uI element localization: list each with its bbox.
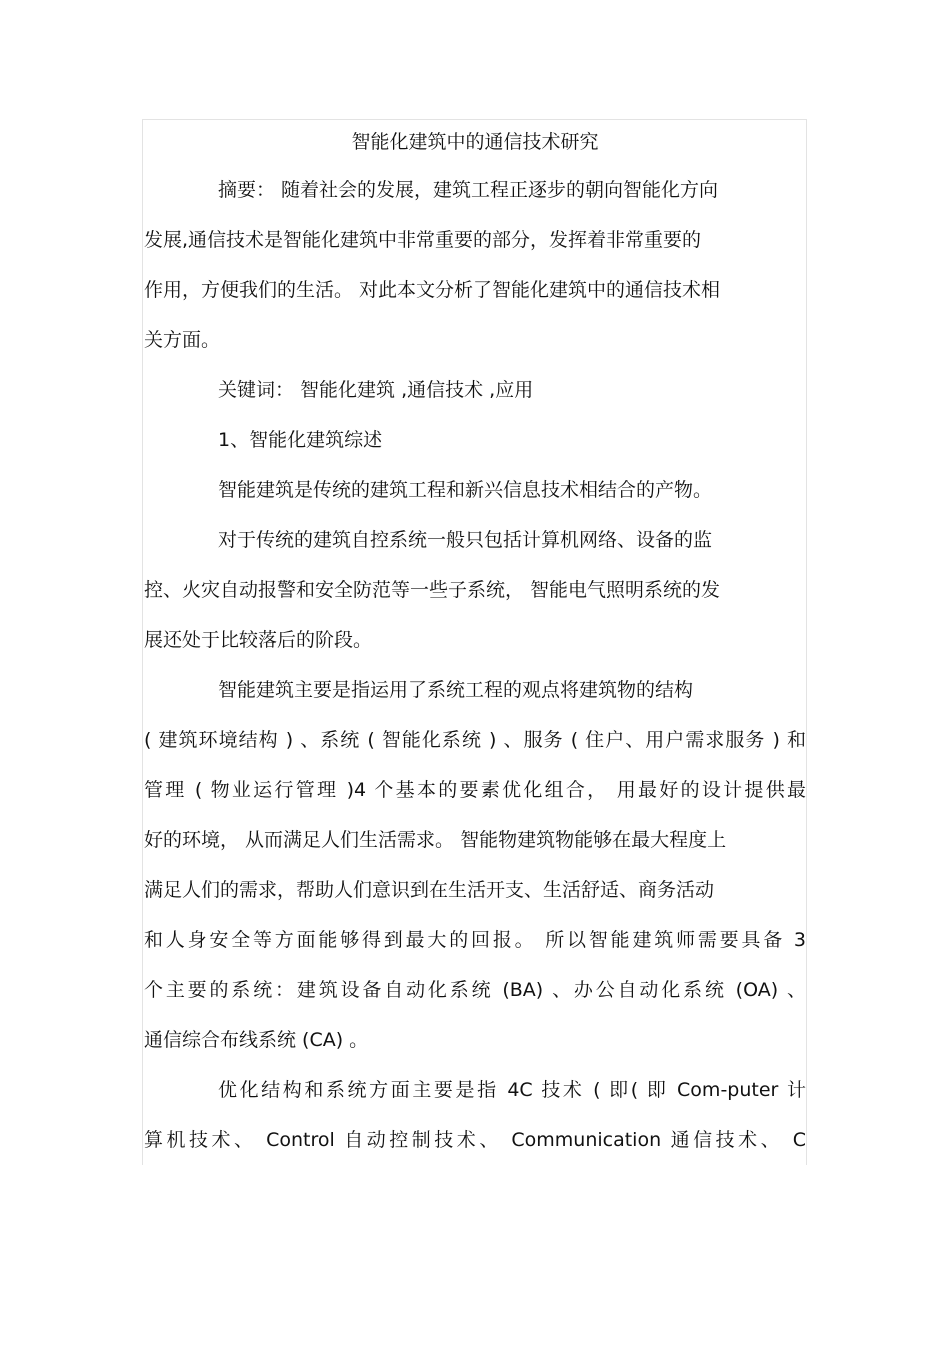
text-line: 算机技术、 Control 自动控制技术、 Communication 通信技术、 C [144, 1129, 806, 1151]
text-line: 智能建筑主要是指运用了系统工程的观点将建筑物的结构 [218, 679, 694, 701]
text-line: 摘要： 随着社会的发展，建筑工程正逐步的朝向智能化方向 [218, 179, 719, 201]
text-line: 个主要的系统：建筑设备自动化系统 (BA) 、办公自动化系统 (OA) 、 [144, 979, 806, 1001]
text-line: ( 建筑环境结构 ) 、系统 ( 智能化系统 ) 、服务 ( 住户、用户需求服务 ) 和 [144, 729, 806, 751]
text-line: 展还处于比较落后的阶段。 [144, 629, 373, 651]
paragraph-lines [144, 170, 806, 1170]
document-body [144, 122, 806, 1170]
text-line: 和人身安全等方面能够得到最大的回报。 所以智能建筑师需要具备 3 [144, 929, 806, 951]
text-line: 作用，方便我们的生活。 对此本文分析了智能化建筑中的通信技术相 [144, 279, 721, 301]
text-line: 优化结构和系统方面主要是指 4C 技术 ( 即( 即 Com-puter 计 [218, 1079, 806, 1101]
text-line: 通信综合布线系统 (CA) 。 [144, 1029, 369, 1051]
text-line: 控、火灾自动报警和安全防范等一些子系统， 智能电气照明系统的发 [144, 579, 721, 601]
text-line: 关方面。 [144, 329, 221, 351]
document-title: 智能化建筑中的通信技术研究 [351, 131, 599, 153]
text-line: 关键词： 智能化建筑 ,通信技术 ,应用 [218, 379, 534, 401]
text-line: 好的环境， 从而满足人们生活需求。 智能物建筑物能够在最大程度上 [144, 829, 727, 851]
text-line: 对于传统的建筑自控系统一般只包括计算机网络、设备的监 [218, 529, 713, 551]
text-line: 发展,通信技术是智能化建筑中非常重要的部分，发挥着非常重要的 [144, 229, 702, 251]
text-line: 管理 ( 物业运行管理 )4 个基本的要素优化组合， 用最好的设计提供最 [144, 779, 806, 801]
text-line: 智能建筑是传统的建筑工程和新兴信息技术相结合的产物。 [218, 479, 713, 501]
text-line: 1、智能化建筑综述 [218, 429, 383, 451]
text-line: 满足人们的需求，帮助人们意识到在生活开支、生活舒适、商务活动 [144, 879, 715, 901]
